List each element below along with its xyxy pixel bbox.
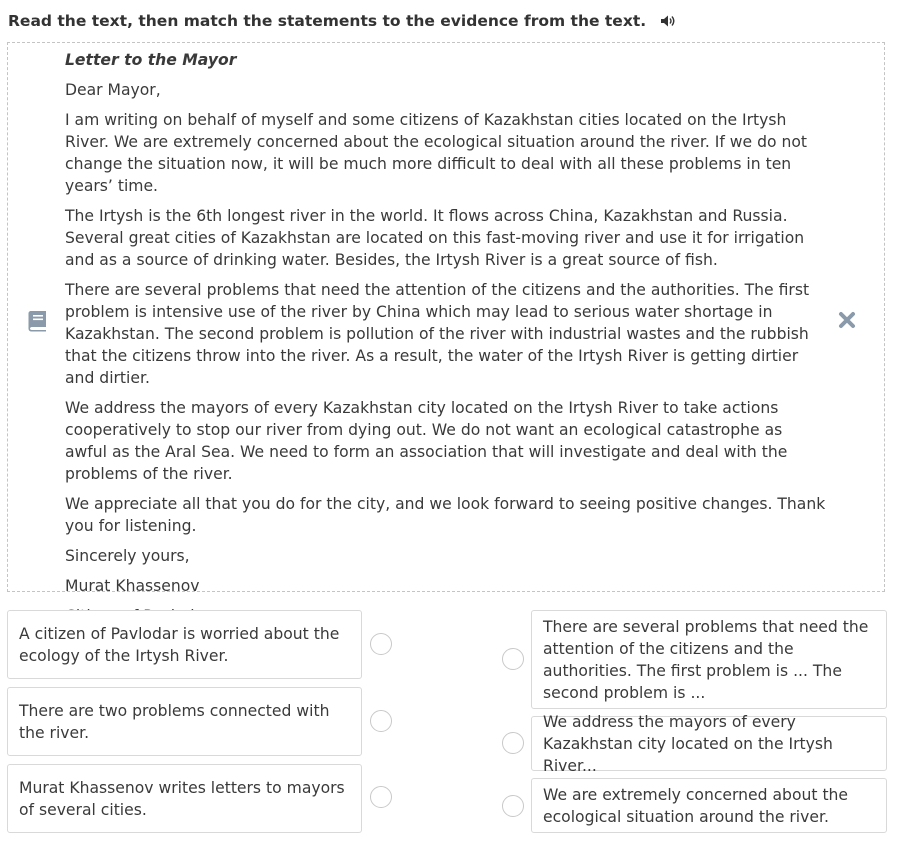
evidence-radio[interactable]: [502, 648, 524, 670]
speaker-icon[interactable]: [660, 14, 676, 28]
evidence-text: We address the mayors of every Kazakhstan city located on the Irtysh River...: [543, 712, 833, 775]
letter-paragraph: We appreciate all that you do for the city, and we look forward to seeing positive changes. Thank you for listening.: [65, 495, 826, 535]
book-icon[interactable]: [25, 309, 49, 337]
evidence-text: We are extremely concerned about the ecological situation around the river.: [543, 785, 849, 826]
statement-card[interactable]: [7, 610, 362, 679]
letter-paragraph: I am writing on behalf of myself and some citizens of Kazakhstan cities located on the Irtysh River. We are extremely concerned about the ecological situation around the river. If we do not change the situation now, it will be much more difficult to deal with all these problems in ten years’ time.: [65, 111, 808, 195]
evidence-text: There are several problems that need the attention of the citizens and the authorities. The first problem is ... The second problem is ...: [543, 617, 869, 702]
evidence-card[interactable]: [531, 712, 887, 775]
statement-radio[interactable]: [370, 633, 392, 655]
letter-paragraph: We address the mayors of every Kazakhstan city located on the Irtysh River to take actions cooperatively to stop our river from dying out. We do not want an ecological catastrophe as awful as the Aral Sea. We need to form an association that will investigate and deal with the problems of the river.: [65, 399, 788, 483]
statement-radio[interactable]: [370, 710, 392, 732]
instruction-text: Read the text, then match the statements to the evidence from the text.: [8, 12, 647, 30]
evidence-radio[interactable]: [502, 795, 524, 817]
close-icon[interactable]: [838, 311, 856, 333]
letter-closing: Sincerely yours,: [65, 547, 190, 565]
reading-text-box: [7, 42, 885, 595]
letter-paragraph: The Irtysh is the 6th longest river in the world. It flows across China, Kazakhstan and Russia. Several great cities of Kazakhstan are located on this fast-moving river and use it for irrigation and as a source of drinking water. Besides, the Irtysh River is a great source of fish.: [65, 207, 805, 269]
letter-greeting: Dear Mayor,: [65, 81, 161, 99]
statement-card[interactable]: [7, 687, 362, 756]
letter-title: Letter to the Mayor: [65, 51, 237, 69]
statement-text: Murat Khassenov writes letters to mayors of several cities.: [19, 778, 345, 819]
letter-signature: Murat Khassenov: [65, 577, 200, 595]
evidence-card[interactable]: [531, 610, 887, 709]
evidence-card[interactable]: [531, 778, 887, 833]
letter-paragraph: There are several problems that need the attention of the citizens and the authorities. The first problem is intensive use of the river by China which may lead to serious water shortage in Kazakhstan. The second problem is pollution of the river with industrial wastes and the rubbish that the citizens throw into the river. As a result, the water of the Irtysh River is getting dirtier and dirtier.: [65, 281, 810, 387]
statement-text: There are two problems connected with the river.: [19, 701, 330, 742]
statement-text: A citizen of Pavlodar is worried about the ecology of the Irtysh River.: [19, 624, 340, 665]
statement-card[interactable]: [7, 764, 362, 833]
instruction-header: [8, 12, 676, 30]
evidence-radio[interactable]: [502, 732, 524, 754]
letter-text: [65, 49, 827, 635]
statement-radio[interactable]: [370, 786, 392, 808]
